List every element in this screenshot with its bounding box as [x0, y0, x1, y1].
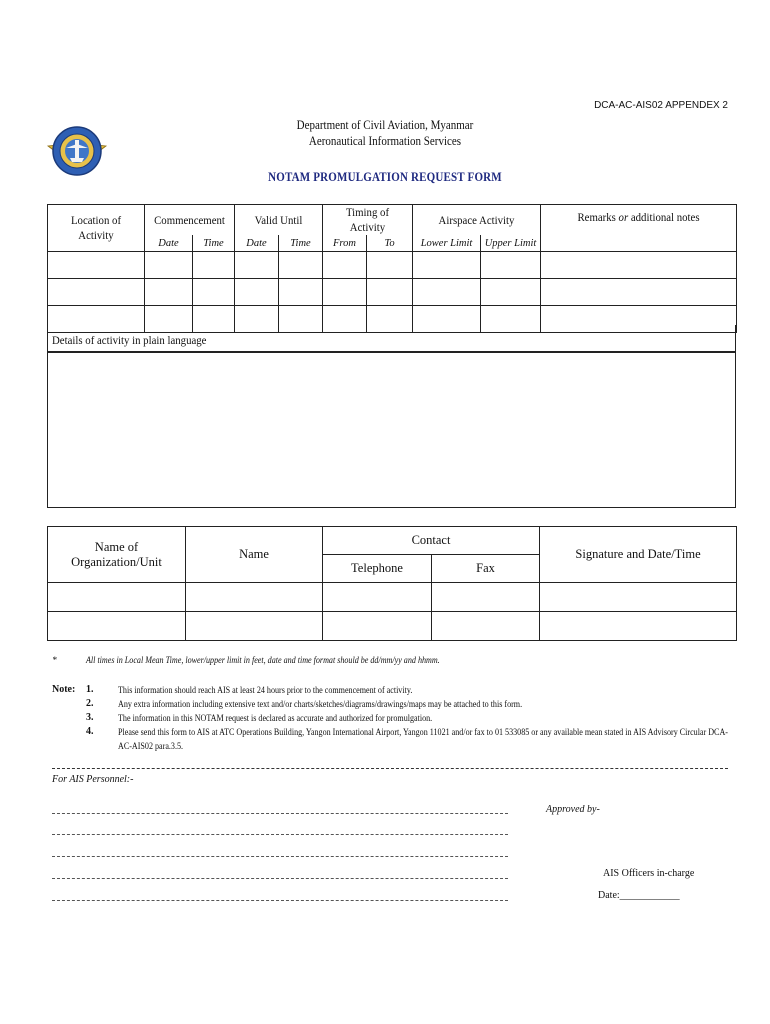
lower-limit-subheader: Lower Limit — [413, 235, 481, 252]
valid-date-subheader: Date — [235, 235, 279, 252]
name-header: Name — [186, 527, 323, 583]
entry-cell[interactable] — [432, 612, 540, 641]
timing-from-subheader: From — [323, 235, 367, 252]
date-field[interactable]: Date:____________ — [598, 890, 680, 901]
fax-header: Fax — [432, 555, 540, 583]
note-text: Any extra information including extensive text and/or charts/sketches/diagrams/drawings/maps may be attached to this form. — [118, 700, 523, 710]
activity-row — [48, 279, 737, 306]
entry-cell[interactable] — [235, 252, 279, 279]
asterisk-mark: * — [52, 656, 57, 666]
entry-cell[interactable] — [323, 252, 367, 279]
entry-line[interactable] — [52, 878, 508, 879]
commencement-date-subheader: Date — [145, 235, 193, 252]
commencement-time-subheader: Time — [193, 235, 235, 252]
note-text: Please send this form to AIS at ATC Operations Building, Yangon International Airport, Yangon 11021 and/or fax to 01 533085 or any available mean stated in AIS Advisory Circular DCA-AC-AIS02 para.3.5. — [118, 728, 728, 752]
entry-cell[interactable] — [540, 612, 737, 641]
valid-time-subheader: Time — [279, 235, 323, 252]
entry-cell[interactable] — [432, 583, 540, 612]
entry-cell[interactable] — [323, 279, 367, 306]
entry-cell[interactable] — [279, 252, 323, 279]
commencement-header: Commencement — [145, 205, 235, 236]
contact-row — [48, 583, 737, 612]
notes-label: Note: — [52, 684, 76, 695]
contact-header: Contact — [323, 527, 540, 555]
note-number: 2. — [86, 698, 94, 709]
service-name: Aeronautical Information Services — [308, 134, 462, 148]
section-divider — [52, 768, 728, 769]
entry-cell[interactable] — [367, 252, 413, 279]
entry-line[interactable] — [52, 813, 508, 814]
entry-cell[interactable] — [413, 279, 481, 306]
entry-cell[interactable] — [367, 279, 413, 306]
remarks-header: Remarks or additional notes — [541, 205, 737, 252]
entry-cell[interactable] — [186, 612, 323, 641]
timing-to-subheader: To — [367, 235, 413, 252]
entry-cell[interactable] — [186, 583, 323, 612]
timing-header: Timing of Activity — [323, 205, 413, 236]
entry-cell[interactable] — [235, 279, 279, 306]
department-name: Department of Civil Aviation, Myanmar — [296, 118, 474, 132]
entry-cell[interactable] — [193, 252, 235, 279]
entry-cell[interactable] — [540, 583, 737, 612]
contact-row — [48, 612, 737, 641]
document-code: DCA-AC-AIS02 APPENDEX 2 — [594, 100, 728, 111]
entry-line[interactable] — [52, 856, 508, 857]
entry-cell[interactable] — [193, 279, 235, 306]
entry-cell[interactable] — [48, 279, 145, 306]
entry-line[interactable] — [52, 834, 508, 835]
entry-cell[interactable] — [481, 252, 541, 279]
location-header: Location of Activity — [48, 205, 145, 252]
entry-cell[interactable] — [323, 612, 432, 641]
note-number: 3. — [86, 712, 94, 723]
entry-cell[interactable] — [145, 252, 193, 279]
signature-header: Signature and Date/Time — [540, 527, 737, 583]
note-number: 4. — [86, 726, 94, 737]
entry-line[interactable] — [52, 900, 508, 901]
entry-cell[interactable] — [481, 279, 541, 306]
valid-until-header: Valid Until — [235, 205, 323, 236]
contact-table — [47, 526, 737, 641]
upper-limit-subheader: Upper Limit — [481, 235, 541, 252]
note-text: The information in this NOTAM request is declared as accurate and authorized for promulgation. — [118, 714, 433, 724]
activity-table — [47, 204, 737, 333]
airspace-header: Airspace Activity — [413, 205, 541, 236]
time-format-note: All times in Local Mean Time, lower/upper limit in feet, date and time format should be dd/mm/yy and hhmm. — [86, 656, 440, 666]
note-text: This information should reach AIS at least 24 hours prior to the commencement of activity. — [118, 686, 413, 696]
entry-cell[interactable] — [48, 252, 145, 279]
entry-cell[interactable] — [48, 612, 186, 641]
officers-label: AIS Officers in-charge — [603, 868, 695, 879]
entry-cell[interactable] — [323, 583, 432, 612]
entry-cell[interactable] — [541, 252, 737, 279]
activity-row — [48, 252, 737, 279]
details-label: Details of activity in plain language — [52, 333, 207, 347]
ais-personnel-label: For AIS Personnel:- — [52, 774, 134, 785]
entry-cell[interactable] — [541, 279, 737, 306]
approved-by-label: Approved by- — [546, 804, 600, 815]
details-label-box — [47, 325, 736, 352]
entry-cell[interactable] — [145, 279, 193, 306]
org-header: Name of Organization/Unit — [48, 527, 186, 583]
entry-cell[interactable] — [279, 279, 323, 306]
entry-cell[interactable] — [413, 252, 481, 279]
form-title: NOTAM PROMULGATION REQUEST FORM — [268, 170, 502, 184]
telephone-header: Telephone — [323, 555, 432, 583]
entry-cell[interactable] — [48, 583, 186, 612]
note-number: 1. — [86, 684, 94, 695]
details-textarea[interactable] — [47, 352, 736, 508]
